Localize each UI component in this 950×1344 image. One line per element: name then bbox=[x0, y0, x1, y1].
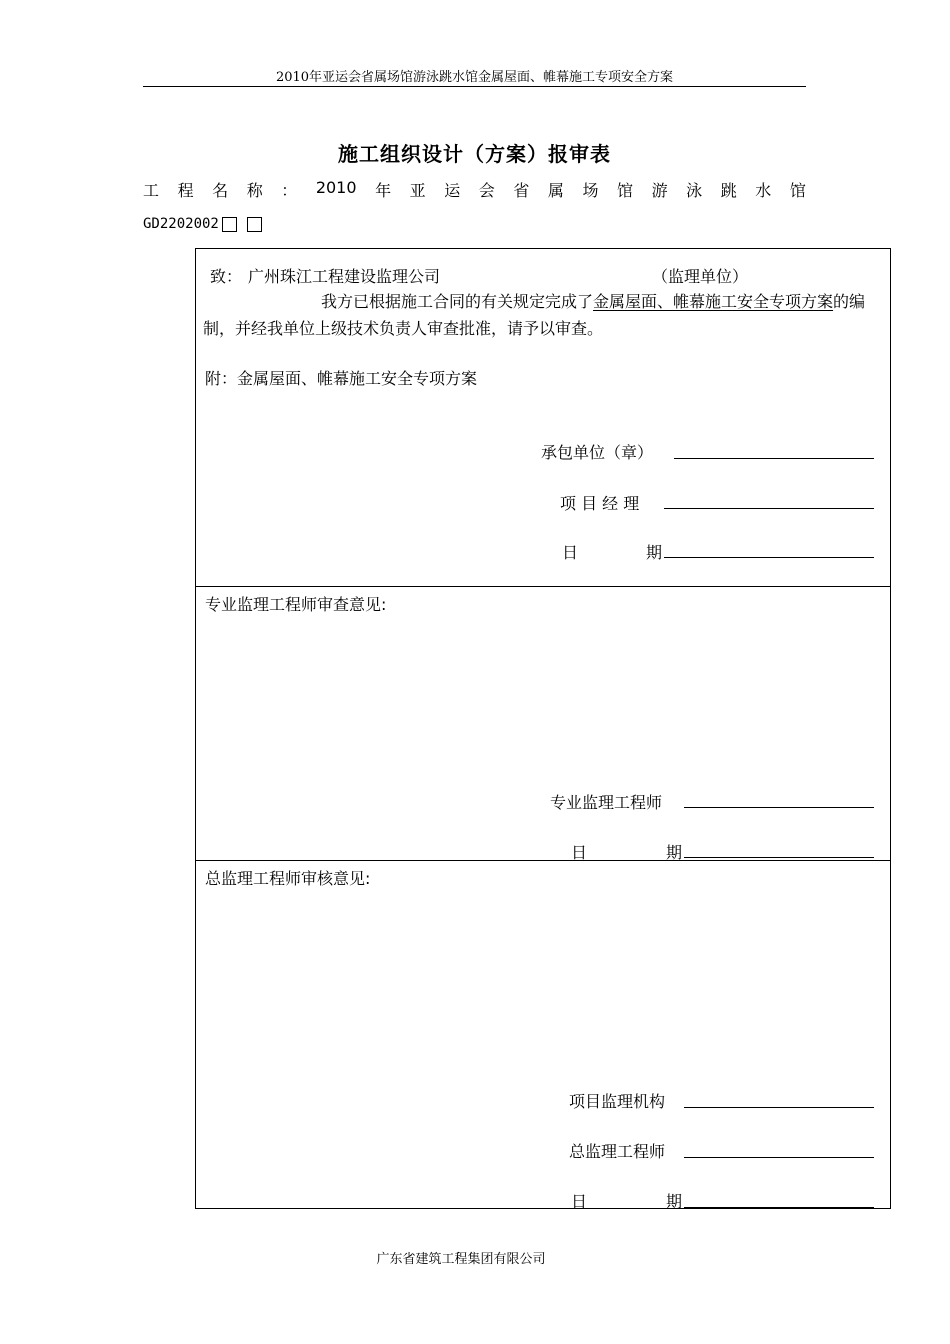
page-footer: 广东省建筑工程集团有限公司 bbox=[376, 1252, 546, 1267]
form-code-line bbox=[143, 216, 262, 232]
project-name-char: 程 bbox=[177, 181, 194, 200]
date-line-1[interactable] bbox=[664, 557, 874, 558]
statement-underlined-1: 金属屋面、帷幕施工安全专 bbox=[593, 292, 786, 311]
project-name-char: 亚 bbox=[409, 181, 426, 200]
project-name-char: 运 bbox=[444, 181, 461, 200]
date-line-2[interactable] bbox=[684, 857, 874, 858]
section-divider-2 bbox=[195, 860, 891, 861]
addressee-label: 致： bbox=[210, 267, 243, 286]
project-name-char: 年 bbox=[375, 181, 392, 200]
project-name-char: 名 bbox=[212, 181, 229, 200]
project-manager-label: 项 目 经 理 bbox=[560, 494, 640, 513]
contractor-label: 承包单位（章） bbox=[541, 443, 654, 462]
date-line-3[interactable] bbox=[684, 1207, 874, 1208]
date-label-2b: 期 bbox=[666, 843, 683, 862]
specialist-review-heading: 专业监理工程师审查意见: bbox=[205, 595, 387, 614]
project-name-char: 馆 bbox=[789, 181, 806, 200]
code-checkbox-1[interactable] bbox=[222, 217, 237, 232]
project-name-char: 场 bbox=[582, 181, 599, 200]
project-name-char: 省 bbox=[513, 181, 530, 200]
attachment-note: 附：金属屋面、帷幕施工安全专项方案 bbox=[205, 369, 478, 388]
running-header: 2010年亚运会省属场馆游泳跳水馆金属屋面、帷幕施工专项安全方案 bbox=[275, 70, 674, 85]
date-label-1a: 日 bbox=[562, 543, 579, 562]
chief-engineer-label: 总监理工程师 bbox=[569, 1142, 666, 1161]
document-title: 施工组织设计（方案）报审表 bbox=[338, 142, 611, 166]
form-code: GD2202002 bbox=[143, 216, 219, 232]
project-name-char: 馆 bbox=[617, 181, 634, 200]
header-rule bbox=[143, 86, 806, 87]
project-manager-signature-line[interactable] bbox=[664, 508, 874, 509]
contractor-signature-line[interactable] bbox=[674, 458, 874, 459]
supervision-institution-signature-line[interactable] bbox=[684, 1107, 874, 1108]
date-label-1b: 期 bbox=[646, 543, 663, 562]
section-divider-1 bbox=[195, 586, 891, 587]
code-checkbox-2[interactable] bbox=[247, 217, 262, 232]
addressee-org: 广州珠江工程建设监理公司 bbox=[248, 267, 441, 286]
project-name-char: ： bbox=[281, 181, 298, 200]
chief-review-heading: 总监理工程师审核意见: bbox=[205, 869, 371, 888]
project-name-char: 2010 bbox=[315, 178, 357, 197]
submission-statement bbox=[203, 288, 885, 342]
chief-engineer-signature-line[interactable] bbox=[684, 1157, 874, 1158]
date-label-3b: 期 bbox=[666, 1192, 683, 1211]
date-label-2a: 日 bbox=[571, 843, 588, 862]
specialist-engineer-signature-line[interactable] bbox=[684, 807, 874, 808]
date-label-3a: 日 bbox=[571, 1192, 588, 1211]
project-name-line bbox=[143, 178, 806, 201]
statement-underlined-2: 项方案 bbox=[785, 292, 834, 311]
project-name-char: 会 bbox=[478, 181, 495, 200]
project-name-char: 工 bbox=[143, 181, 160, 200]
project-name-char: 泳 bbox=[686, 181, 703, 200]
project-name-char: 跳 bbox=[720, 181, 737, 200]
statement-prefix: 我方已根据施工合同的有关规定完成了 bbox=[321, 292, 594, 311]
approval-form-table bbox=[195, 248, 891, 1209]
specialist-engineer-label: 专业监理工程师 bbox=[550, 793, 663, 812]
project-name-char: 称 bbox=[246, 181, 263, 200]
statement-suffix: 的编制，并经我单位上级技术负责人审查批准，请予以审查。 bbox=[203, 292, 866, 338]
project-name-char: 游 bbox=[651, 181, 668, 200]
addressee-role: （监理单位） bbox=[652, 267, 749, 286]
project-name-char: 属 bbox=[547, 181, 564, 200]
supervision-institution-label: 项目监理机构 bbox=[569, 1092, 666, 1111]
project-name-char: 水 bbox=[755, 181, 772, 200]
